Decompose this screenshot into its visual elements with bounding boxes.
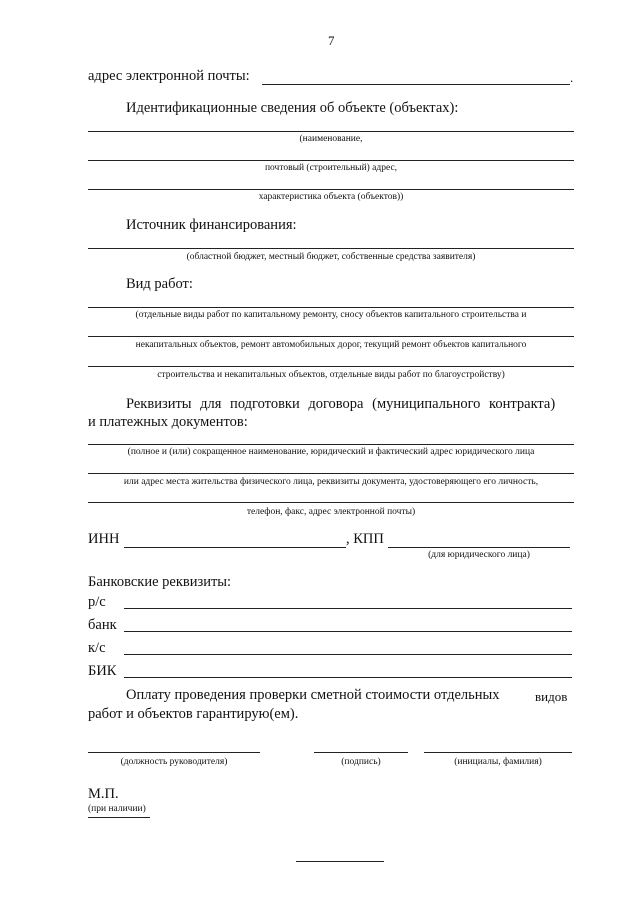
bik-label: БИК — [88, 663, 117, 679]
corr-account-field[interactable] — [124, 654, 572, 655]
object-name-caption: (наименование, — [299, 134, 363, 144]
email-field[interactable] — [262, 84, 570, 85]
object-address-field[interactable] — [88, 160, 574, 161]
email-end-mark: . — [570, 70, 574, 85]
object-characteristics-field[interactable] — [88, 189, 574, 190]
requisites-field-2[interactable] — [88, 473, 574, 474]
object-name-field[interactable] — [88, 131, 574, 132]
financing-field[interactable] — [88, 248, 574, 249]
object-heading: Идентификационные сведения об объекте (объектах): — [126, 100, 459, 116]
guarantee-line1: Оплату проведения проверки сметной стоимости отдельных — [126, 687, 500, 703]
bank-account-label: р/с — [88, 594, 106, 610]
requisites-field-1[interactable] — [88, 444, 574, 445]
inn-field[interactable] — [124, 547, 346, 548]
requisites-caption-1: (полное и (или) сокращенное наименование, юридический и фактический адрес юридического лица — [127, 447, 535, 457]
stamp-caption-underline — [88, 817, 150, 818]
guarantee-line1-end: видов — [535, 689, 568, 704]
financing-heading: Источник финансирования: — [126, 217, 297, 233]
stamp-caption: (при наличии) — [88, 804, 146, 814]
bank-name-label: банк — [88, 617, 117, 633]
works-field-1[interactable] — [88, 307, 574, 308]
signature-caption: (подпись) — [341, 757, 381, 767]
kpp-label: , КПП — [346, 531, 384, 547]
kpp-caption: (для юридического лица) — [428, 550, 530, 560]
bik-field[interactable] — [124, 677, 572, 678]
works-field-2[interactable] — [88, 336, 574, 337]
initials-field[interactable] — [424, 752, 572, 753]
works-caption-3: строительства и некапитальных объектов, отдельные виды работ по благоустройству) — [157, 370, 505, 380]
kpp-field[interactable] — [388, 547, 570, 548]
page-number: 7 — [328, 33, 335, 48]
stamp-label: М.П. — [88, 786, 119, 802]
works-caption-2: некапитальных объектов, ремонт автомобильных дорог, текущий ремонт объектов капитального — [135, 340, 527, 350]
requisites-caption-2: или адрес места жительства физического лица, реквизиты документа, удостоверяющего его личность, — [123, 477, 539, 487]
requisites-heading-line1: Реквизиты для подготовки договора (муниципального контракта) — [126, 396, 556, 412]
requisites-heading-line2: и платежных документов: — [88, 414, 248, 430]
requisites-field-3[interactable] — [88, 502, 574, 503]
inn-label: ИНН — [88, 531, 120, 547]
financing-caption: (областной бюджет, местный бюджет, собственные средства заявителя) — [186, 252, 476, 262]
closing-separator — [296, 861, 384, 862]
works-heading: Вид работ: — [126, 276, 193, 292]
bank-heading: Банковские реквизиты: — [88, 574, 232, 590]
works-caption-1: (отдельные виды работ по капитальному ремонту, сносу объектов капитального строительства и — [135, 310, 527, 320]
object-characteristics-caption: характеристика объекта (объектов)) — [258, 192, 404, 202]
works-field-3[interactable] — [88, 366, 574, 367]
object-address-caption: почтовый (строительный) адрес, — [264, 163, 398, 173]
bank-name-field[interactable] — [124, 631, 572, 632]
guarantee-line2: работ и объектов гарантирую(ем). — [88, 706, 299, 722]
corr-account-label: к/с — [88, 640, 106, 656]
signature-field[interactable] — [314, 752, 408, 753]
email-label: адрес электронной почты: — [88, 68, 250, 84]
bank-account-field[interactable] — [124, 608, 572, 609]
position-caption: (должность руководителя) — [120, 757, 228, 767]
initials-caption: (инициалы, фамилия) — [454, 757, 542, 767]
requisites-caption-3: телефон, факс, адрес электронной почты) — [246, 507, 416, 517]
position-field[interactable] — [88, 752, 260, 753]
